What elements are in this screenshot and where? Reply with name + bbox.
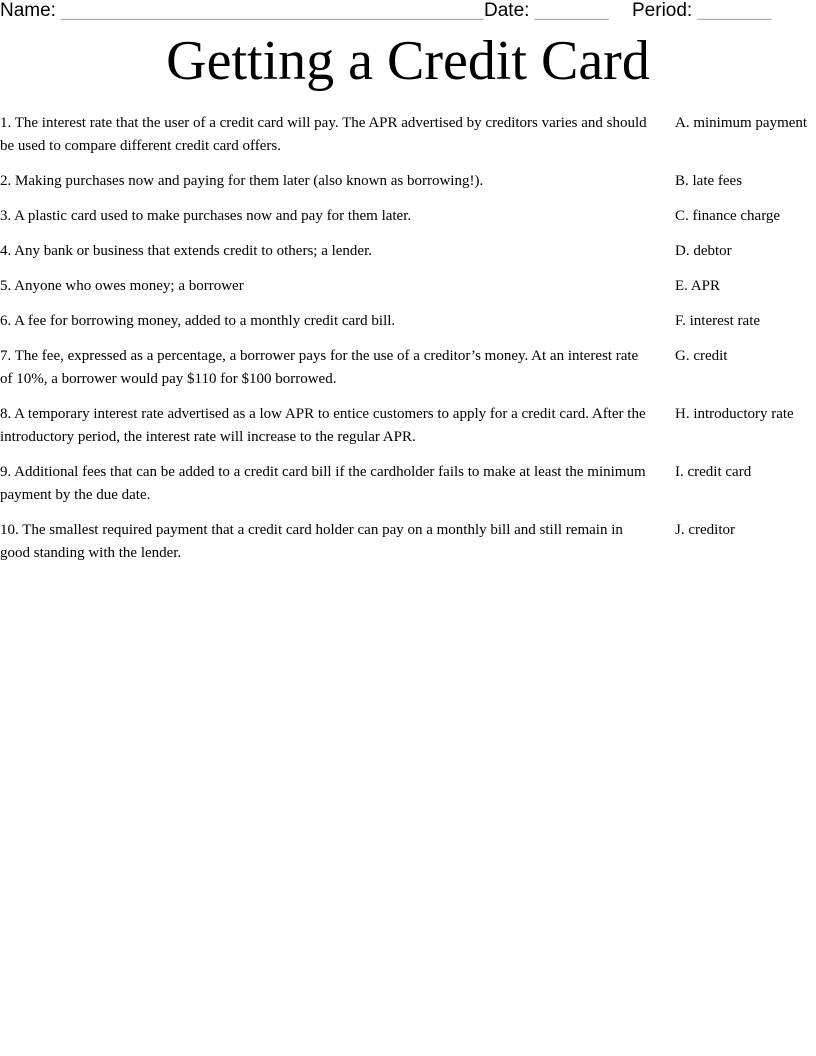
clue-text: 2. Making purchases now and paying for them later (also known as borrowing!). [0, 173, 484, 189]
term-text: E. APR [675, 278, 721, 294]
period-field [632, 0, 771, 21]
period-line: _______ [697, 0, 772, 21]
term-text: D. debtor [675, 243, 732, 259]
term-text: A. minimum payment [675, 115, 808, 131]
matching-row [0, 403, 816, 449]
matching-row [0, 240, 816, 263]
term-text: I. credit card [675, 464, 752, 480]
term-text: B. late fees [675, 173, 743, 189]
term-text: J. creditor [675, 522, 735, 538]
header-fields [0, 0, 816, 22]
page-title: Getting a Credit Card [166, 30, 650, 92]
matching-row [0, 275, 816, 298]
matching-row [0, 310, 816, 333]
term-text: H. introductory rate [675, 406, 794, 422]
term-text: G. credit [675, 348, 728, 364]
period-label: Period: [632, 0, 693, 21]
clue-text: 5. Anyone who owes money; a borrower [0, 278, 244, 294]
name-line: ________________________________________ [61, 0, 484, 21]
matching-row [0, 112, 816, 158]
matching-list [0, 112, 816, 577]
matching-row [0, 205, 816, 228]
clue-text: 7. The fee, expressed as a percentage, a borrower pays for the use of a creditor’s money. At an interest rate of 10%, a borrower would pay $110 for $100 borrowed. [0, 348, 639, 387]
term-text: F. interest rate [675, 313, 761, 329]
term-text: C. finance charge [675, 208, 781, 224]
clue-text: 10. The smallest required payment that a credit card holder can pay on a monthly bill and still remain in good standing with the lender. [0, 522, 623, 561]
clue-text: 9. Additional fees that can be added to a credit card bill if the cardholder fails to make at least the minimum payment by the due date. [0, 464, 646, 503]
name-label: Name: [0, 0, 56, 21]
matching-row [0, 519, 816, 565]
clue-text: 6. A fee for borrowing money, added to a monthly credit card bill. [0, 313, 396, 329]
date-line: _______ [534, 0, 609, 21]
clue-text: 4. Any bank or business that extends credit to others; a lender. [0, 243, 373, 259]
clue-text: 1. The interest rate that the user of a credit card will pay. The APR advertised by creditors varies and should be used to compare different credit card offers. [0, 115, 647, 154]
name-field [0, 0, 484, 21]
clue-text: 8. A temporary interest rate advertised as a low APR to entice customers to apply for a credit card. After the introductory period, the interest rate will increase to the regular APR. [0, 406, 646, 445]
date-label: Date: [484, 0, 530, 21]
matching-row [0, 170, 816, 193]
matching-row [0, 461, 816, 507]
matching-row [0, 345, 816, 391]
date-field [484, 0, 609, 21]
clue-text: 3. A plastic card used to make purchases now and pay for them later. [0, 208, 412, 224]
